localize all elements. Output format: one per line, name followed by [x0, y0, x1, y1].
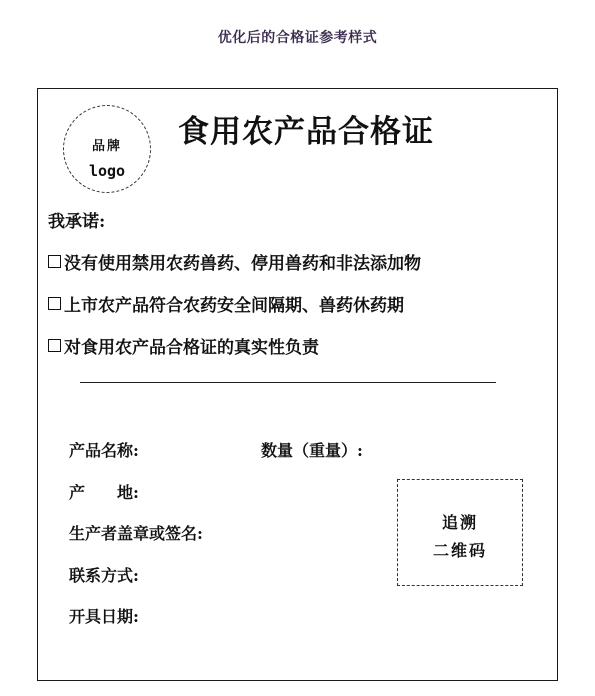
promise-item-label: 上市农产品符合农药安全间隔期、兽药休药期 [64, 296, 404, 316]
promise-heading: 我承诺: [48, 212, 106, 232]
logo-brand-label: 品牌 [91, 139, 122, 154]
quantity-field: 数量（重量）: [261, 441, 363, 460]
checkbox-icon[interactable] [48, 297, 61, 310]
checkbox-icon[interactable] [48, 339, 61, 352]
logo-text-label: logo [88, 162, 126, 180]
page-caption: 优化后的合格证参考样式 [217, 30, 378, 46]
issue-date-field: 开具日期: [69, 607, 139, 626]
producer-signature-field: 生产者盖章或签名: [69, 524, 203, 543]
promise-item-safety-interval [48, 291, 404, 316]
traceability-qr-placeholder [397, 479, 523, 586]
contact-field: 联系方式: [69, 566, 139, 585]
promise-item-label: 对食用农产品合格证的真实性负责 [64, 338, 319, 358]
promise-item-authenticity [48, 333, 319, 358]
product-name-field: 产品名称: [69, 441, 139, 460]
origin-field: 产 地: [69, 483, 139, 502]
brand-logo-placeholder [63, 105, 151, 193]
section-divider [80, 382, 496, 383]
certificate-card [37, 88, 558, 681]
checkbox-icon[interactable] [48, 255, 61, 268]
qr-label-line1: 追溯 [441, 513, 478, 532]
certificate-title: 食用农产品合格证 [178, 114, 434, 150]
promise-item-no-banned-drugs [48, 249, 421, 274]
promise-item-label: 没有使用禁用农药兽药、停用兽药和非法添加物 [64, 254, 421, 274]
qr-label-line2: 二维码 [432, 541, 487, 560]
